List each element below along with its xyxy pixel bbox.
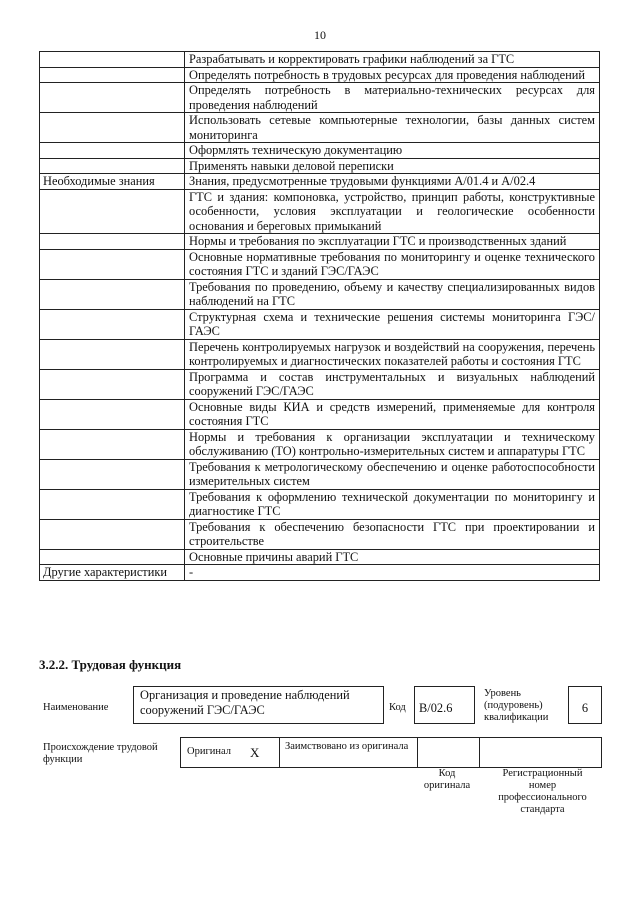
borrowed-label: Заимствовано из оригинала bbox=[285, 741, 409, 752]
row-value: Структурная схема и технические решения системы мониторинга ГЭС/ГАЭС bbox=[185, 309, 600, 339]
code-label: Код bbox=[389, 702, 406, 713]
row-label bbox=[40, 429, 185, 459]
row-value: Основные виды КИА и средств измерений, применяемые для контроля состояния ГТС bbox=[185, 399, 600, 429]
table-row bbox=[40, 189, 600, 234]
code-value-box bbox=[414, 686, 475, 724]
row-label: Другие характеристики bbox=[40, 565, 185, 581]
table-row bbox=[40, 369, 600, 399]
row-value: Определять потребность в трудовых ресурсах для проведения наблюдений bbox=[185, 67, 600, 83]
row-value: ГТС и здания: компоновка, устройство, принцип работы, конструктивные особенности, условия эксплуатации и геологические особенности основания и береговых примыканий bbox=[185, 189, 600, 234]
row-label bbox=[40, 489, 185, 519]
row-label: Необходимые знания bbox=[40, 174, 185, 190]
row-label bbox=[40, 309, 185, 339]
row-label bbox=[40, 52, 185, 68]
name-label: Наименование bbox=[43, 702, 109, 713]
table-row bbox=[40, 249, 600, 279]
row-value: Требования к оформлению технической документации по мониторингу и диагностике ГТС bbox=[185, 489, 600, 519]
name-value-box bbox=[133, 686, 384, 724]
original-label: Оригинал bbox=[187, 746, 231, 757]
row-value: Основные причины аварий ГТС bbox=[185, 549, 600, 565]
name-value: Организация и проведение наблюдений сооружений ГЭС/ГАЭС bbox=[140, 688, 350, 717]
row-label bbox=[40, 519, 185, 549]
row-value: Нормы и требования по эксплуатации ГТС и производственных зданий bbox=[185, 234, 600, 250]
origin-label: Происхождение трудовой функции bbox=[43, 742, 158, 765]
row-value: Оформлять техническую документацию bbox=[185, 143, 600, 159]
row-label bbox=[40, 249, 185, 279]
row-value: Применять навыки деловой переписки bbox=[185, 158, 600, 174]
table-row bbox=[40, 67, 600, 83]
table-row bbox=[40, 52, 600, 68]
table-row bbox=[40, 158, 600, 174]
row-value: Знания, предусмотренные трудовыми функциями А/01.4 и А/02.4 bbox=[185, 174, 600, 190]
table-row bbox=[40, 565, 600, 581]
page-number: 10 bbox=[314, 28, 326, 42]
row-label bbox=[40, 549, 185, 565]
level-value: 6 bbox=[581, 701, 589, 715]
origin-box bbox=[180, 737, 602, 768]
original-mark: Х bbox=[250, 745, 260, 760]
table-row bbox=[40, 549, 600, 565]
row-value: Перечень контролируемых нагрузок и воздействий на сооружения, перечень контролируемых и диагностических показателей работы и состояния ГТС bbox=[185, 339, 600, 369]
row-value: Основные нормативные требования по мониторингу и оценке технического состояния ГТС и зданий ГЭС/ГАЭС bbox=[185, 249, 600, 279]
table-row bbox=[40, 174, 600, 190]
table-row bbox=[40, 459, 600, 489]
table-row bbox=[40, 519, 600, 549]
row-value: Определять потребность в материально-технических ресурсах для проведения наблюдений bbox=[185, 83, 600, 113]
origin-divider bbox=[479, 738, 480, 767]
section-heading: 3.2.2. Трудовая функция bbox=[39, 657, 182, 672]
table-row bbox=[40, 489, 600, 519]
registration-caption: Регистрационный номер профессионального стандарта bbox=[498, 768, 587, 815]
row-label bbox=[40, 113, 185, 143]
origin-divider bbox=[279, 738, 280, 767]
row-value: - bbox=[185, 565, 600, 581]
code-value: В/02.6 bbox=[419, 701, 453, 715]
table-row bbox=[40, 339, 600, 369]
row-label bbox=[40, 399, 185, 429]
table-row bbox=[40, 234, 600, 250]
row-value: Требования по проведению, объему и качеству специализированных видов наблюдений на ГТС bbox=[185, 279, 600, 309]
table-row bbox=[40, 113, 600, 143]
origin-divider bbox=[417, 738, 418, 767]
competencies-table bbox=[39, 51, 600, 581]
row-label bbox=[40, 158, 185, 174]
row-label bbox=[40, 189, 185, 234]
table-row bbox=[40, 399, 600, 429]
row-value: Требования к метрологическому обеспечению и оценке работоспособности измерительных систем bbox=[185, 459, 600, 489]
level-value-box bbox=[568, 686, 602, 724]
row-value: Использовать сетевые компьютерные технологии, базы данных систем мониторинга bbox=[185, 113, 600, 143]
row-value: Программа и состав инструментальных и визуальных наблюдений сооружений ГЭС/ГАЭС bbox=[185, 369, 600, 399]
row-label bbox=[40, 459, 185, 489]
table-row bbox=[40, 279, 600, 309]
table-row bbox=[40, 83, 600, 113]
row-label bbox=[40, 67, 185, 83]
row-value: Нормы и требования к организации эксплуатации и техническому обслуживанию (ТО) контрольно-измерительных систем и аппаратуры ГТС bbox=[185, 429, 600, 459]
row-value: Требования к обеспечению безопасности ГТС при проектировании и строительстве bbox=[185, 519, 600, 549]
row-label bbox=[40, 279, 185, 309]
row-label bbox=[40, 339, 185, 369]
table-row bbox=[40, 309, 600, 339]
row-label bbox=[40, 234, 185, 250]
row-value: Разрабатывать и корректировать графики наблюдений за ГТС bbox=[185, 52, 600, 68]
table-row bbox=[40, 143, 600, 159]
row-label bbox=[40, 369, 185, 399]
row-label bbox=[40, 143, 185, 159]
row-label bbox=[40, 83, 185, 113]
level-label: Уровень (подуровень) квалификации bbox=[484, 688, 549, 723]
original-code-caption: Код оригинала bbox=[423, 768, 471, 791]
table-row bbox=[40, 429, 600, 459]
